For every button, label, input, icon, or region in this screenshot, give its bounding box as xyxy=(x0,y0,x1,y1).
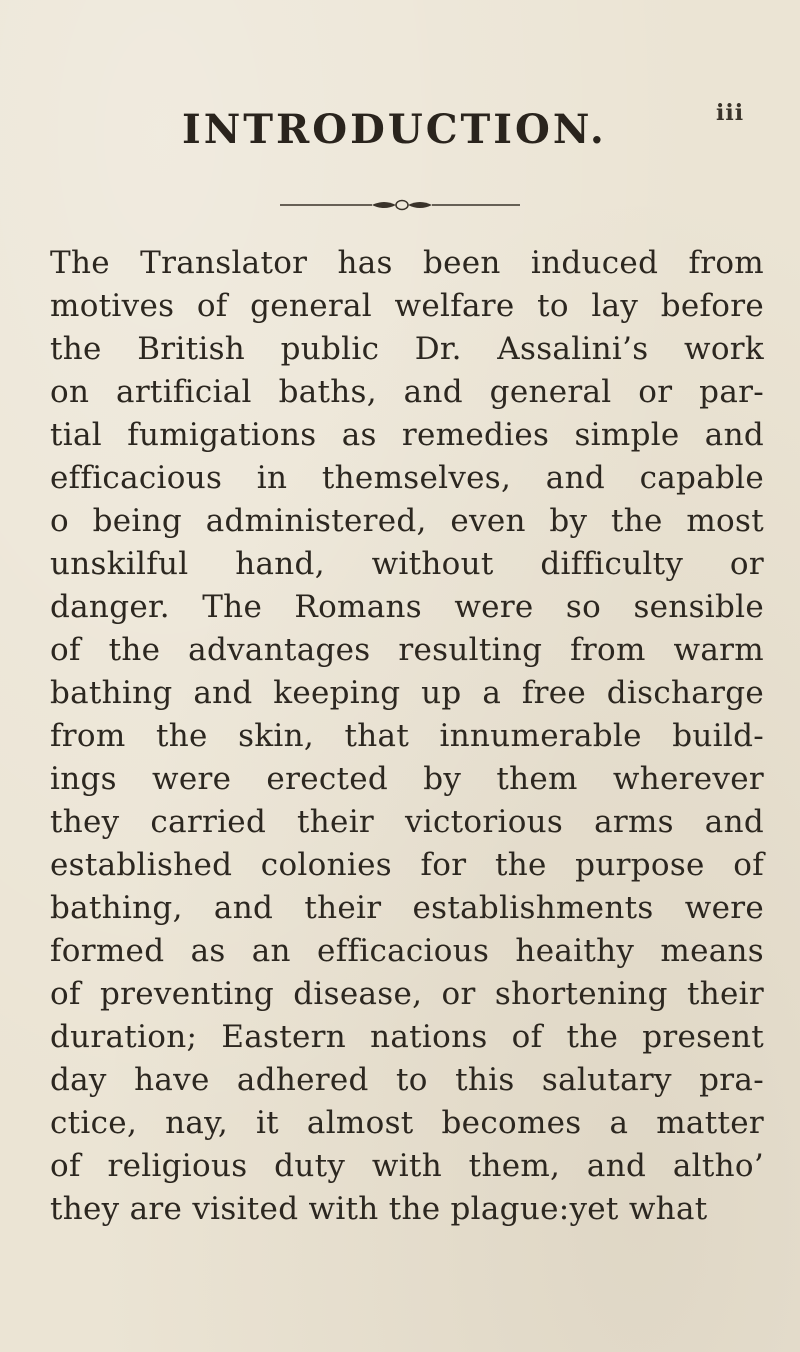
text-line: established colonies for the purpose of xyxy=(50,847,764,883)
text-line: day have adhered to this salutary pra- xyxy=(50,1062,764,1098)
text-line: on artificial baths, and general or par- xyxy=(50,374,764,410)
text-line: from the skin, that innumerable build- xyxy=(50,718,764,754)
text-line: bathing and keeping up a free discharge xyxy=(50,675,764,711)
text-line: duration; Eastern nations of the present xyxy=(50,1019,764,1055)
text-line: the British public Dr. Assalini’s work xyxy=(50,331,764,367)
text-line: they are visited with the plague:yet what xyxy=(50,1191,708,1227)
text-line: ctice, nay, it almost becomes a matter xyxy=(50,1105,764,1141)
text-line: motives of general welfare to lay before xyxy=(50,288,764,324)
text-line: formed as an efficacious heaithy means xyxy=(50,933,764,969)
text-line: The Translator has been induced from xyxy=(50,245,764,281)
text-line: danger. The Romans were so sensible xyxy=(50,589,764,625)
text-line: they carried their victorious arms and xyxy=(50,804,764,840)
running-head: INTRODUCTION. xyxy=(182,106,607,153)
text-line: of preventing disease, or shortening their xyxy=(50,976,764,1012)
text-line: ings were erected by them wherever xyxy=(50,761,764,797)
text-line: tial fumigations as remedies simple and xyxy=(50,417,764,453)
text-line: unskilful hand, without difficulty or xyxy=(50,546,764,582)
text-line: bathing, and their establishments were xyxy=(50,890,764,926)
ornament-rule xyxy=(280,198,520,212)
text-line: efficacious in themselves, and capable xyxy=(50,460,764,496)
page-number: iii xyxy=(716,100,745,126)
text-line: of the advantages resulting from warm xyxy=(50,632,764,668)
text-line: of religious duty with them, and altho’ xyxy=(50,1148,764,1184)
body-text xyxy=(50,242,764,1231)
text-line: o being administered, even by the most xyxy=(50,503,764,539)
